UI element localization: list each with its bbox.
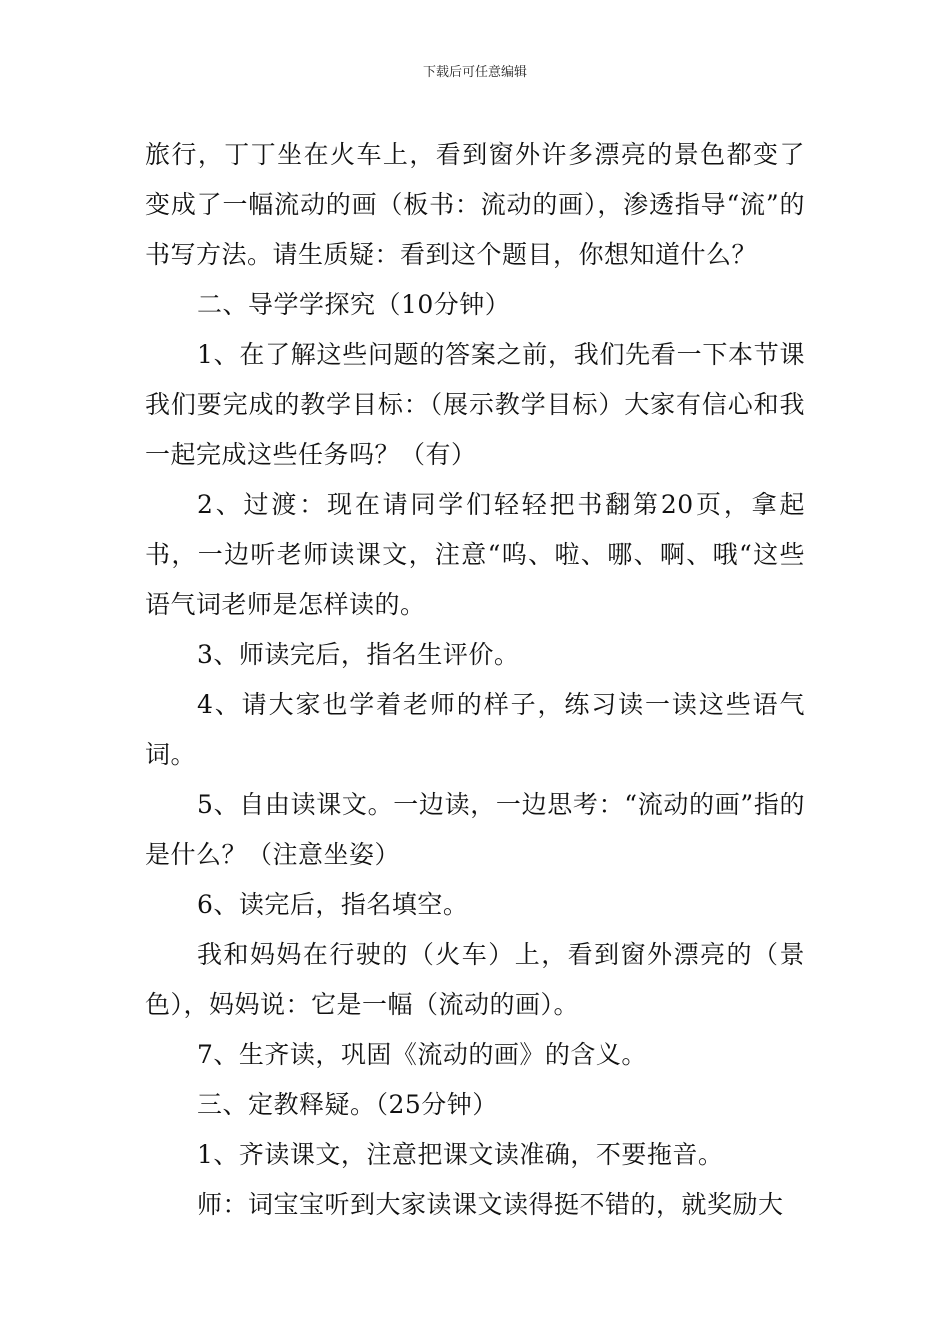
page-header: 下载后可任意编辑 xyxy=(422,65,527,80)
paragraph-step-6: 6、读完后，指名填空。 xyxy=(197,890,469,919)
paragraph-step-3-1: 1、齐读课文，注意把课文读准确，不要拖音。 xyxy=(197,1140,724,1169)
paragraph-step-1: 1、在了解这些问题的答案之前，我们先看一下本节课我们要完成的教学目标：（展示教学目标）大家有信心和我一起完成这些任务吗？（有） xyxy=(145,340,805,469)
section-heading-2: 二、导学学探究（10分钟） xyxy=(197,290,511,319)
paragraph-fill-blank: 我和妈妈在行驶的（火车）上，看到窗外漂亮的（景色），妈妈说：它是一幅（流动的画）。 xyxy=(145,940,805,1019)
paragraph-step-7: 7、生齐读，巩固《流动的画》的含义。 xyxy=(197,1040,647,1069)
paragraph-teacher-line: 师：词宝宝听到大家读课文读得挺不错的，就奖励大 xyxy=(197,1190,784,1219)
document-body xyxy=(145,130,805,1230)
section-heading-3: 三、定教释疑。（25分钟） xyxy=(197,1090,498,1119)
paragraph-step-3: 3、师读完后，指名生评价。 xyxy=(197,640,520,669)
paragraph-step-4: 4、请大家也学着老师的样子，练习读一读这些语气词。 xyxy=(145,690,805,769)
paragraph-step-2: 2、过渡：现在请同学们轻轻把书翻第20页，拿起书，一边听老师读课文，注意“呜、啦、哪、啊、哦“这些语气词老师是怎样读的。 xyxy=(145,490,805,619)
paragraph-step-5: 5、自由读课文。一边读，一边思考：“流动的画”指的是什么？（注意坐姿） xyxy=(145,790,805,869)
paragraph-intro-continuation: 旅行，丁丁坐在火车上，看到窗外许多漂亮的景色都变了变成了一幅流动的画（板书：流动的画），渗透指导“流”的书写方法。请生质疑：看到这个题目，你想知道什么？ xyxy=(145,140,805,269)
